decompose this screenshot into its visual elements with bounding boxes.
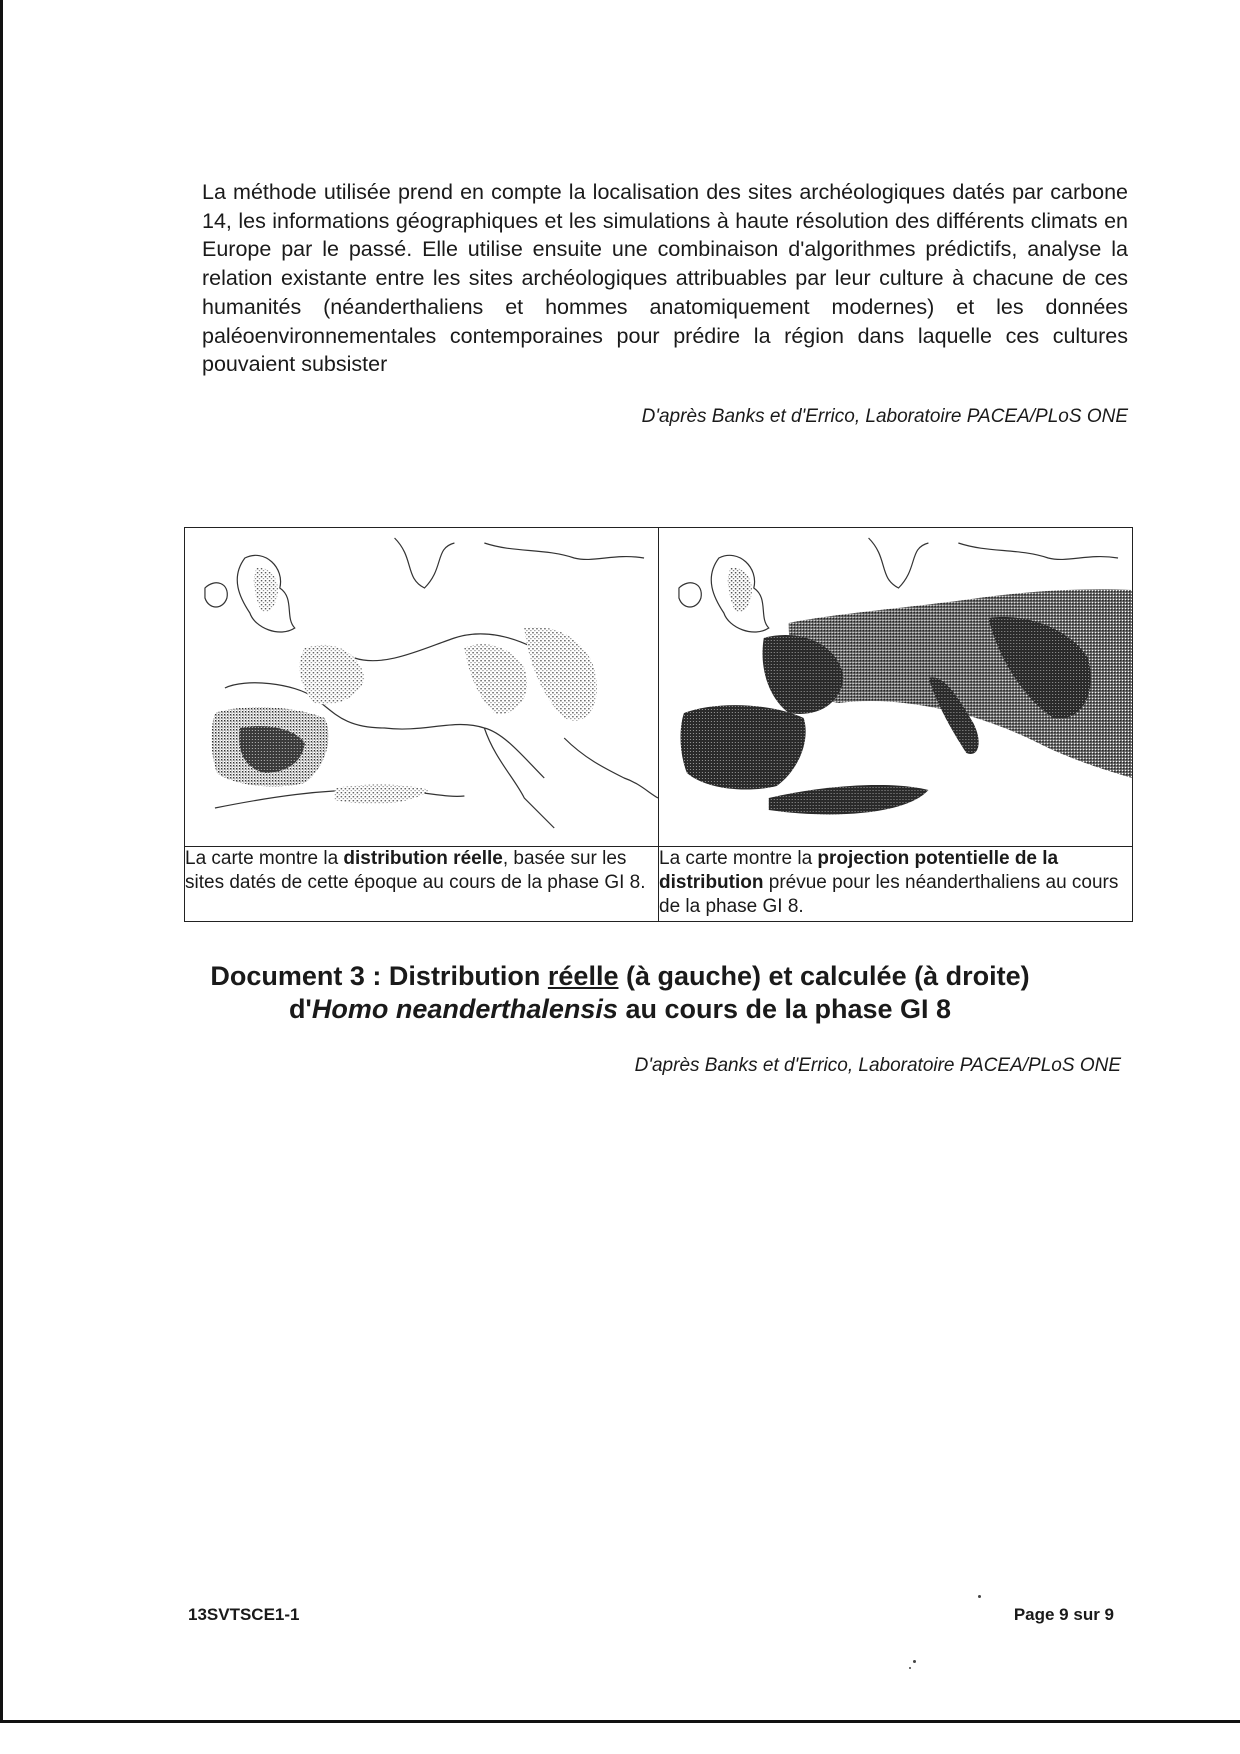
source-citation: D'après Banks et d'Errico, Laboratoire PACEA/PLoS ONE [641,406,1128,427]
document-title-line-2 [140,993,1100,1026]
map-real-caption [185,847,659,922]
map-real-caption-end: , basée sur les sites datés de cette époque au cours de la phase GI 8. [185,848,646,893]
exam-code: 13SVTSCE1-1 [188,1605,300,1624]
map-projected-caption-bold: projection potentielle de la distribution [659,848,1059,893]
document-title [140,960,1100,1026]
scan-speck [978,1595,981,1598]
map-projected-distribution [659,528,1133,847]
map-real-distribution [185,528,659,847]
map-real-caption-bold: distribution réelle [343,848,503,869]
document-title-line-1 [140,960,1100,993]
map-real-distribution-image [185,528,658,846]
document-title-part: au cours de la phase GI 8 [617,994,952,1024]
map-projected-caption-start: La carte montre la [659,848,818,869]
scan-speck [913,1660,916,1663]
scan-speck [909,1667,911,1669]
page-left-border [0,0,3,1720]
map-real-caption-start: La carte montre la [185,848,344,869]
intro-paragraph: La méthode utilisée prend en compte la localisation des sites archéologiques datés par carbone 14, les informations géographiques et les simulations à haute résolution des différents climats en Europe par le passé. Elle utilise ensuite une combinaison d'algorithmes prédictifs, analyse la relation existante entre les sites archéologiques attribuables par leur culture à chacune de ces humanités (néanderthaliens et hommes anatomiquement modernes) et les données paléoenvironnementales contemporaines pour prédire la région dans laquelle ces cultures pouvaient subsister [202,180,1128,377]
document-title-part: (à gauche) et calculée (à droite) [618,961,1030,991]
map-projected-caption-end: prévue pour les néanderthaliens au cours de la phase GI 8. [659,872,1119,917]
maps-table [184,527,1133,922]
document-title-part: d' [288,994,312,1024]
map-projected-distribution-image [659,528,1132,846]
document-title-underlined: réelle [547,961,619,991]
source-citation: D'après Banks et d'Errico, Laboratoire PACEA/PLoS ONE [634,1055,1121,1076]
species-name: Homo neanderthalensis [311,994,618,1024]
map-projected-caption [659,847,1133,922]
page-bottom-border [0,1720,1240,1723]
document-title-part: Document 3 : Distribution [210,961,548,991]
page-number: Page 9 sur 9 [1013,1605,1114,1624]
